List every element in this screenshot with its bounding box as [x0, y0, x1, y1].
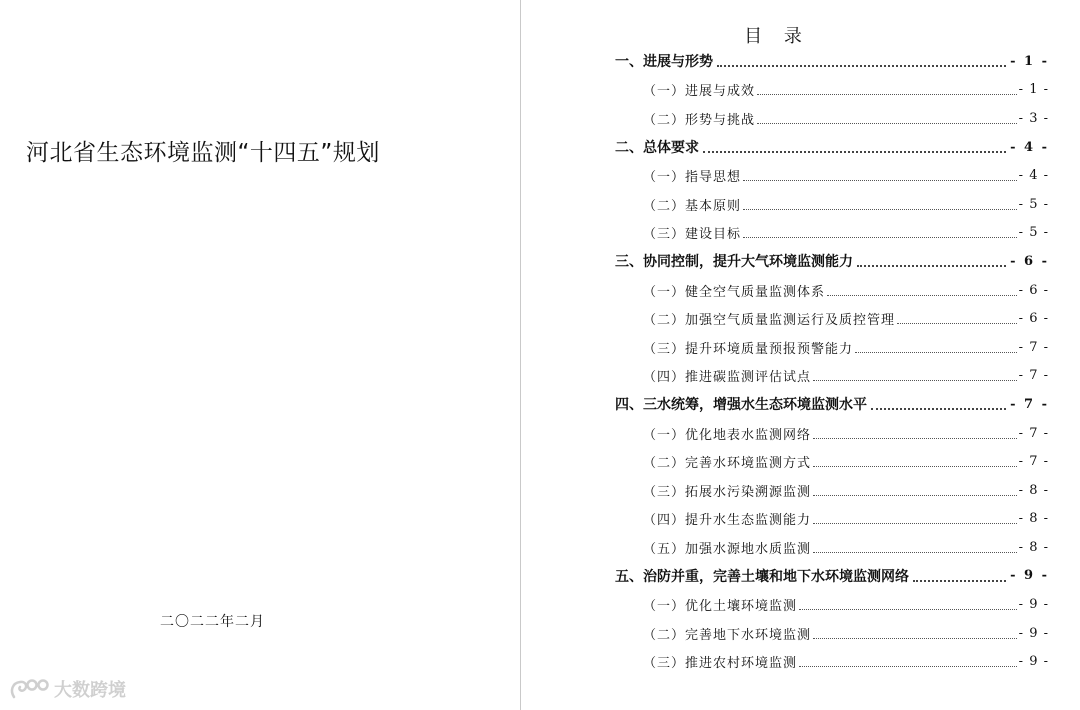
- toc-entry-text: （五）加强水源地水质监测: [643, 541, 812, 557]
- toc-page-number: - 5 -: [1018, 225, 1049, 241]
- toc-chapter-entry[interactable]: [615, 47, 1049, 76]
- toc-dot-leader: [813, 552, 1017, 553]
- toc-dot-leader: [703, 151, 1006, 153]
- toc-entry-text: 一、进展与形势: [615, 54, 713, 71]
- toc-dot-leader: [743, 237, 1017, 238]
- toc-entry-text: （二）形势与挑战: [643, 112, 756, 128]
- toc-section-entry[interactable]: [615, 505, 1049, 534]
- toc-chapter-entry[interactable]: [615, 133, 1049, 162]
- toc-entry-text: （二）加强空气质量监测运行及质控管理: [643, 313, 896, 329]
- toc-page-number: - 6 -: [1018, 282, 1049, 298]
- toc-entry-text: （三）拓展水污染溯源监测: [643, 484, 812, 500]
- toc-section-entry[interactable]: [615, 647, 1049, 676]
- toc-dot-leader: [871, 408, 1006, 410]
- toc-dot-leader: [799, 609, 1017, 610]
- toc-entry-text: （四）提升水生态监测能力: [643, 513, 812, 529]
- toc-chapter-entry[interactable]: [615, 390, 1049, 419]
- toc-entry-text: 四、三水统筹，增强水生态环境监测水平: [615, 397, 867, 414]
- toc-chapter-entry[interactable]: [615, 247, 1049, 276]
- toc-page-number: - 9 -: [1018, 654, 1049, 670]
- toc-dot-leader: [813, 638, 1017, 639]
- toc-entry-text: 二、总体要求: [615, 140, 699, 157]
- toc-section-entry[interactable]: [615, 76, 1049, 105]
- toc-chapter-entry[interactable]: [615, 562, 1049, 591]
- toc-dot-leader: [813, 523, 1017, 524]
- toc-section-entry[interactable]: [615, 104, 1049, 133]
- cover-title: 河北省生态环境监测“十四五”规划: [26, 140, 380, 166]
- toc-page-number: - 7 -: [1018, 454, 1049, 470]
- toc-dot-leader: [717, 65, 1006, 67]
- toc-dot-leader: [757, 123, 1017, 124]
- toc-page-number: - 6 -: [1018, 311, 1049, 327]
- toc-dot-leader: [757, 94, 1017, 95]
- toc-page-number: - 3 -: [1018, 110, 1049, 126]
- watermark-text: 大数跨境: [54, 680, 126, 701]
- toc-page-number: - 7 -: [1018, 339, 1049, 355]
- toc-dot-leader: [799, 666, 1017, 667]
- toc-section-entry[interactable]: [615, 190, 1049, 219]
- toc-page-number: - 7 -: [1010, 396, 1049, 412]
- toc-entry-text: 三、协同控制，提升大气环境监测能力: [615, 254, 853, 271]
- toc-section-entry[interactable]: [615, 276, 1049, 305]
- toc-dot-leader: [813, 438, 1017, 439]
- toc-section-entry[interactable]: [615, 533, 1049, 562]
- toc-page-number: - 9 -: [1010, 568, 1049, 584]
- toc-section-entry[interactable]: [615, 619, 1049, 648]
- toc-section-entry[interactable]: [615, 219, 1049, 248]
- toc-entry-text: （三）提升环境质量预报预警能力: [643, 341, 854, 357]
- toc-section-entry[interactable]: [615, 590, 1049, 619]
- watermark: [8, 676, 126, 702]
- toc-page-number: - 1 -: [1010, 53, 1049, 69]
- toc-page-number: - 8 -: [1018, 482, 1049, 498]
- toc-section-entry[interactable]: [615, 161, 1049, 190]
- toc-section-entry[interactable]: [615, 476, 1049, 505]
- toc-page: [521, 0, 1080, 710]
- toc-dot-leader: [743, 180, 1017, 181]
- cover-page: [0, 0, 520, 710]
- toc-entry-text: （一）优化土壤环境监测: [643, 599, 798, 615]
- toc-dot-leader: [813, 380, 1017, 381]
- toc-entry-text: （三）推进农村环境监测: [643, 656, 798, 672]
- toc-entry-text: 五、治防并重，完善土壤和地下水环境监测网络: [615, 568, 909, 585]
- toc-page-number: - 4 -: [1018, 168, 1049, 184]
- toc-entry-text: （一）优化地表水监测网络: [643, 427, 812, 443]
- toc-dot-leader: [827, 295, 1017, 296]
- toc-page-number: - 9 -: [1018, 625, 1049, 641]
- toc-dot-leader: [913, 580, 1006, 582]
- cover-date: 二〇二二年二月: [160, 614, 265, 630]
- toc-dot-leader: [897, 323, 1017, 324]
- logo-swirl-icon: [8, 677, 52, 701]
- toc-dot-leader: [813, 466, 1017, 467]
- toc-section-entry[interactable]: [615, 362, 1049, 391]
- toc-page-number: - 5 -: [1018, 196, 1049, 212]
- toc-entry-text: （一）健全空气质量监测体系: [643, 284, 826, 300]
- toc-page-number: - 7 -: [1018, 368, 1049, 384]
- toc-dot-leader: [857, 265, 1006, 267]
- toc-section-entry[interactable]: [615, 333, 1049, 362]
- toc-entry-text: （二）完善地下水环境监测: [643, 627, 812, 643]
- toc-section-entry[interactable]: [615, 304, 1049, 333]
- toc-page-number: - 6 -: [1010, 253, 1049, 269]
- toc-dot-leader: [743, 209, 1017, 210]
- toc-dot-leader: [813, 495, 1017, 496]
- toc-entry-text: （一）进展与成效: [643, 84, 756, 100]
- toc-entry-text: （四）推进碳监测评估试点: [643, 370, 812, 386]
- toc-list: [615, 47, 1049, 676]
- toc-section-entry[interactable]: [615, 447, 1049, 476]
- toc-page-number: - 9 -: [1018, 597, 1049, 613]
- toc-entry-text: （二）基本原则: [643, 198, 742, 214]
- toc-entry-text: （二）完善水环境监测方式: [643, 456, 812, 472]
- toc-page-number: - 4 -: [1010, 139, 1049, 155]
- toc-page-number: - 8 -: [1018, 539, 1049, 555]
- toc-heading: 目 录: [744, 26, 810, 47]
- toc-page-number: - 8 -: [1018, 511, 1049, 527]
- toc-dot-leader: [855, 352, 1017, 353]
- toc-page-number: - 1 -: [1018, 82, 1049, 98]
- toc-section-entry[interactable]: [615, 419, 1049, 448]
- toc-page-number: - 7 -: [1018, 425, 1049, 441]
- toc-entry-text: （一）指导思想: [643, 170, 742, 186]
- toc-entry-text: （三）建设目标: [643, 227, 742, 243]
